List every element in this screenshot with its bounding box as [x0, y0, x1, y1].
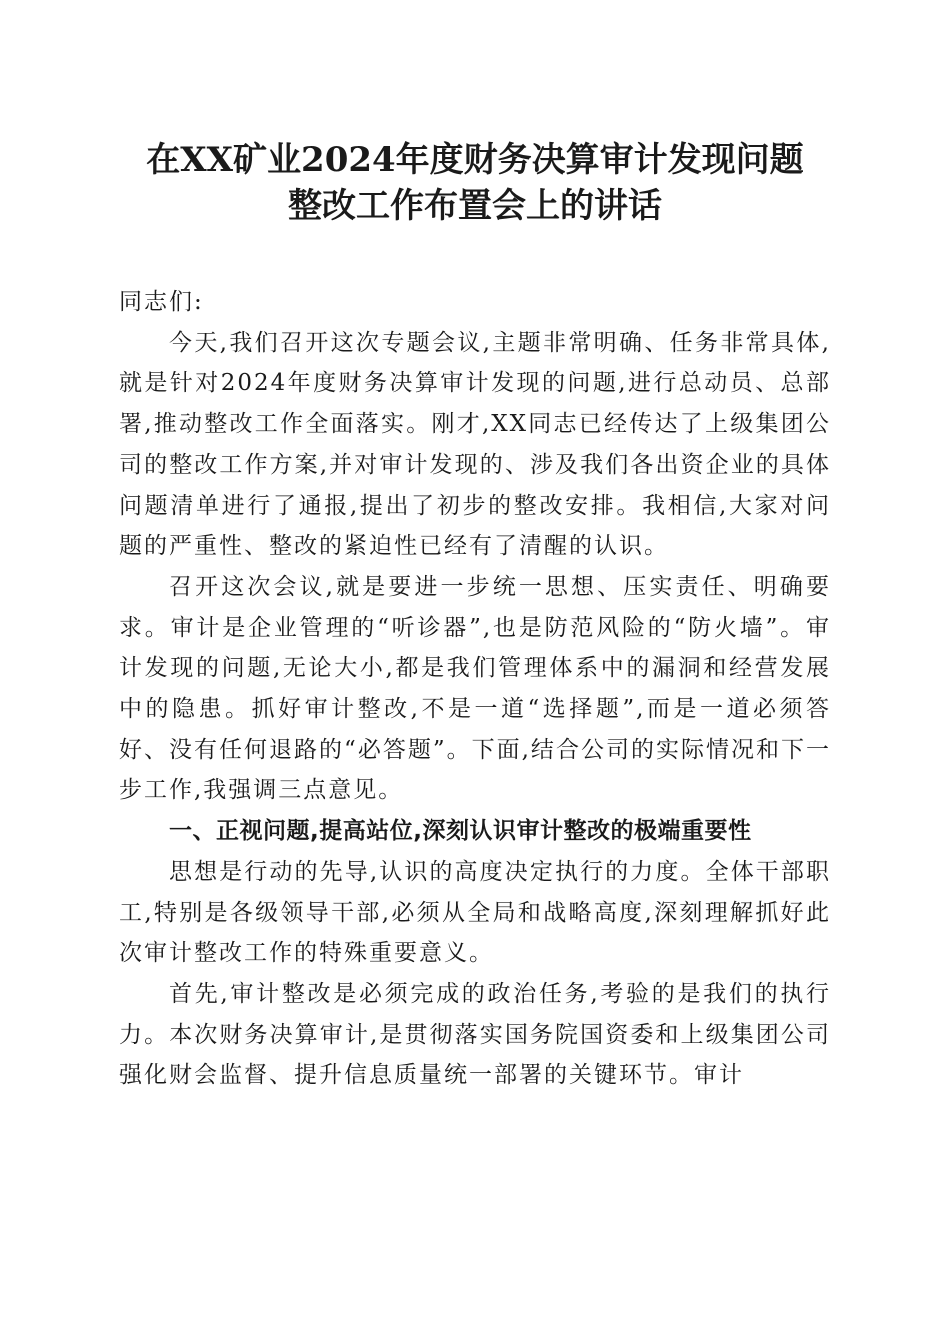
paragraph-opening: 今天,我们召开这次专题会议,主题非常明确、任务非常具体,就是针对2024年度财务决算审计发现的问题,进行总动员、总部署,推动整改工作全面落实。刚才,XX同志已经传达了上级集团公司的整改工作方案,并对审计发现的、涉及我们各出资企业的具体问题清单进行了通报,提出了初步的整改安排。我相信,大家对问题的严重性、整改的紧迫性已经有了清醒的认识。 — [119, 329, 831, 560]
section-1-paragraph-1: 思想是行动的先导,认识的高度决定执行的力度。全体干部职工,特别是各级领导干部,必须从全局和战略高度,深刻理解抓好此次审计整改工作的特殊重要意义。 — [119, 858, 831, 967]
section-1-paragraph-2: 首先,审计整改是必须完成的政治任务,考验的是我们的执行力。本次财务决算审计,是贯彻落实国务院国资委和上级集团公司强化财会监督、提升信息质量统一部署的关键环节。审计 — [119, 980, 831, 1089]
document-body — [119, 282, 831, 1096]
document-title-line-2: 整改工作布置会上的讲话 — [288, 186, 662, 226]
salutation: 同志们: — [119, 289, 204, 315]
paragraph-purpose: 召开这次会议,就是要进一步统一思想、压实责任、明确要求。审计是企业管理的“听诊器”,也是防范风险的“防火墙”。审计发现的问题,无论大小,都是我们管理体系中的漏洞和经营发展中的隐患。抓好审计整改,不是一道“选择题”,而是一道必须答好、没有任何退路的“必答题”。下面,结合公司的实际情况和下一步工作,我强调三点意见。 — [119, 573, 831, 804]
document-title-line-1: 在XX矿业2024年度财务决算审计发现问题 — [146, 140, 804, 180]
section-heading-1: 一、正视问题,提高站位,深刻认识审计整改的极端重要性 — [169, 818, 752, 845]
